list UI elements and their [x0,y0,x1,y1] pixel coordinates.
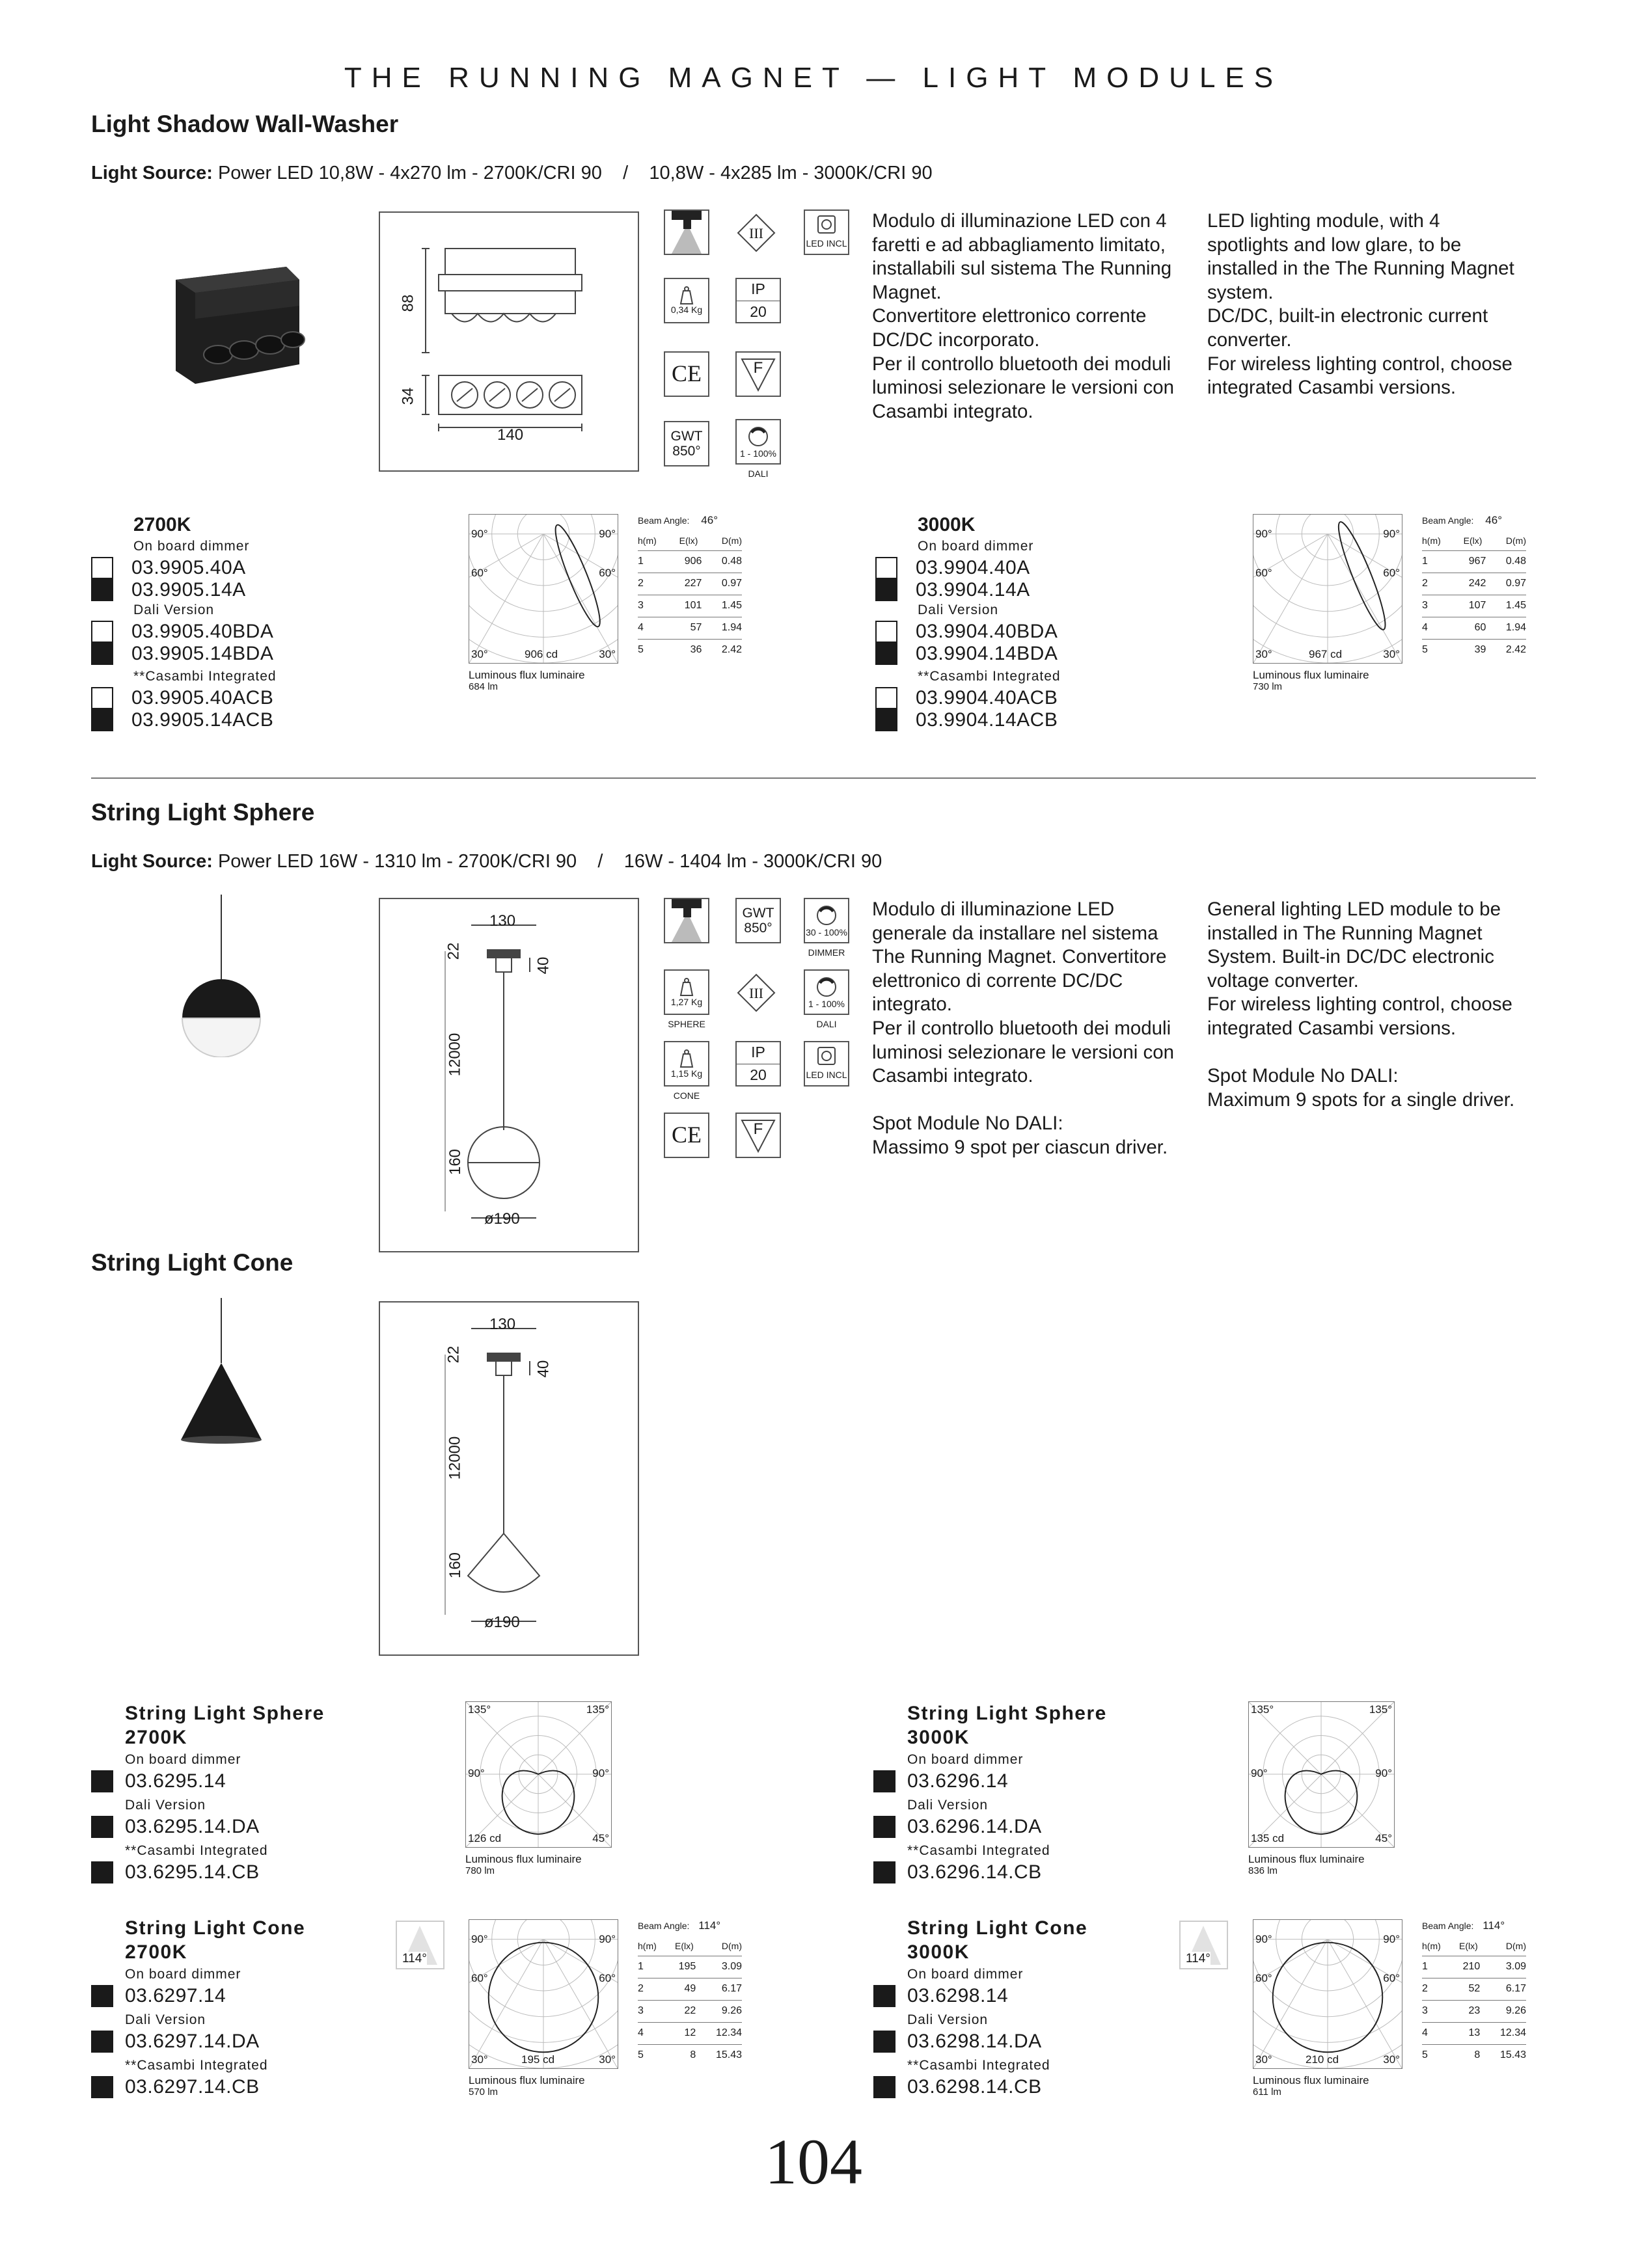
code-row: 03.6295.14.CB [91,1861,364,1883]
photometric-table-2700k [638,514,742,661]
polar-grid [466,1702,611,1847]
f-mark-icon: F [735,1113,781,1158]
dim-top: 22 [444,942,463,960]
polar-grid [469,515,618,663]
beam-angle-label: Beam Angle: [638,515,690,526]
flux-label: Luminous flux luminaire [1248,1853,1365,1865]
color-swatch-black [91,1985,113,2007]
color-swatch-white [875,687,897,709]
dim-cable: 12000 [446,1436,464,1480]
f-mark-icon: F [735,351,781,397]
variant-cone-3000k [873,1916,1147,2098]
ip-rating-icon: IP 20 [735,1041,781,1087]
group-label: **Casambi Integrated [907,2058,1050,2073]
group-label: Dali Version [907,2012,989,2027]
photometric-diagram-cone-3000k: 90° 90° 60° 60° 30° 210 cd 30° [1253,1919,1402,2069]
group-label: On board dimmer [133,539,250,554]
color-swatch-black [91,1770,113,1792]
section-divider [91,777,1536,779]
table-row: 5 36 2.42 [638,644,742,656]
flux-value: 570 lm [469,2086,499,2098]
group-label: **Casambi Integrated [133,669,277,684]
dim-width: 140 [497,426,524,444]
code-row: 03.6297.14 [91,1985,364,2007]
polar-grid [1253,1920,1402,2068]
cone-title: String Light Cone [91,1249,294,1276]
class3-icon: III [737,973,776,1012]
washer-variant-3000k [875,514,1149,731]
table-row: 3 22 9.26 [638,2000,742,2022]
dim-diameter: ø190 [484,1210,520,1228]
table-row: 4 57 1.94 [638,617,742,639]
group-label: **Casambi Integrated [125,1843,268,1858]
dimmer-icon: 30 - 100% DIMMER [804,898,849,963]
dim-width: 130 [489,1316,516,1333]
table-row: 2 242 0.97 [1422,573,1526,595]
table-row: 1 210 3.09 [1422,1956,1526,1978]
color-swatch-black [875,643,897,665]
beam-table: h(m) E(lx) D(m) 1 967 0.48 2 242 0.97 3 107 1.45 4 60 1.94 5 39 2.42 [1422,531,1526,661]
ce-icon: CE [664,1113,709,1158]
table-row: 1 967 0.48 [1422,550,1526,573]
flux-label: Luminous flux luminaire [465,1853,582,1865]
code-row: 03.9904.14A [875,579,1149,601]
table-row: 3 101 1.45 [638,595,742,617]
flux-value: 684 lm [469,681,499,692]
beam-angle-value: 46° [1485,514,1502,526]
variant-cone-2700k [91,1916,364,2098]
beam-table: h(m) E(lx) D(m) 1 906 0.48 2 227 0.97 3 101 1.45 4 57 1.94 5 36 2.42 [638,531,742,661]
washer-icons [664,209,859,496]
table-row: 2 52 6.17 [1422,1978,1526,2000]
color-swatch-black [875,709,897,731]
washer-technical-drawing [379,211,639,472]
beam-angle-icon: 114° [1179,1921,1228,1969]
table-row: 3 23 9.26 [1422,2000,1526,2022]
table-row: 2 49 6.17 [638,1978,742,2000]
dim-depth: 34 [399,387,417,405]
flux-value: 611 lm [1253,2086,1281,2098]
group-label: Dali Version [125,1798,206,1813]
photometric-table-3000k [1422,514,1526,661]
weight-cone-icon: 1,15 Kg CONE [664,1041,709,1106]
dim-cap: 40 [534,1360,553,1378]
flux-label: Luminous flux luminaire [469,669,585,681]
code-row: 03.6295.14 [91,1770,364,1792]
dim-height: 160 [446,1552,465,1579]
photometric-table-cone-2700k [638,1919,742,2066]
code-row: 03.9905.40BDA [91,621,364,643]
dim-width: 130 [489,912,516,930]
dim-cable: 12000 [446,1033,464,1077]
light-source-label: Light Source: [91,163,213,183]
beam-angle-label: Beam Angle: [1422,515,1474,526]
photometric-diagram-sphere-2700k: 135° 135° 90° 90° 126 cd 45° [465,1701,612,1848]
ip-rating-icon: IP 20 [735,278,781,323]
group-label: **Casambi Integrated [125,2058,268,2073]
group-label: **Casambi Integrated [918,669,1061,684]
table-row: 4 60 1.94 [1422,617,1526,639]
code-row: 03.6297.14.CB [91,2076,364,2098]
washer-product-image [169,267,325,397]
table-row: 2 227 0.97 [638,573,742,595]
code-row: 03.9905.14ACB [91,709,364,731]
beam-angle-value: 114° [1483,1919,1505,1932]
group-label: On board dimmer [918,539,1034,554]
track-pendant-icon [664,898,709,943]
photometric-diagram-cone-2700k: 90° 90° 60° 60° 30° 195 cd 30° [469,1919,618,2069]
group-label: Dali Version [907,1798,989,1813]
color-swatch-black [873,1985,896,2007]
track-spot-icon [664,209,709,255]
sphere-product-image [176,895,267,1057]
code-row: 03.6298.14.CB [873,2076,1147,2098]
variant-title: String Light Sphere 3000K [907,1703,1107,1748]
group-label: On board dimmer [125,1967,241,1982]
polar-grid [1249,1702,1394,1847]
flux-value: 780 lm [465,1865,495,1876]
color-swatch-black [91,643,113,665]
light-source-value: Power LED 10,8W - 4x270 lm - 2700K/CRI 90 / 10,8W - 4x285 lm - 3000K/CRI 90 [212,163,933,183]
table-row: 5 8 15.43 [1422,2049,1526,2061]
color-swatch-white [91,687,113,709]
dim-height: 160 [446,1148,465,1176]
washer-light-source [91,163,933,184]
table-row: 4 13 12.34 [1422,2022,1526,2044]
dim-top: 22 [444,1345,463,1364]
variant-sphere-2700k [91,1701,364,1883]
group-label: Dali Version [133,602,215,617]
color-swatch-black [91,2076,113,2098]
variant-title: String Light Sphere 2700K [125,1703,325,1748]
color-swatch-black [91,709,113,731]
color-swatch-white [91,557,113,579]
group-label: On board dimmer [907,1752,1024,1767]
polar-grid [469,1920,618,2068]
variant-sphere-3000k [873,1701,1147,1883]
flux-value: 836 lm [1248,1865,1278,1876]
washer-title: Light Shadow Wall-Washer [91,111,399,137]
flux-label: Luminous flux luminaire [1253,669,1369,681]
photometric-table-cone-3000k [1422,1919,1526,2066]
light-source-label: Light Source: [91,851,213,872]
gwt-icon: GWT 850° [735,898,781,943]
photometric-diagram-3000k: 90° 90° 60° 60° 30° 967 cd 30° [1253,514,1402,664]
sphere-title: String Light Sphere [91,799,315,826]
sphere-technical-drawing [379,898,639,1252]
beam-angle-label: Beam Angle: [1422,1921,1474,1931]
beam-angle-value: 114° [698,1919,721,1932]
gwt-icon: GWT 850° [664,421,709,466]
color-swatch-black [873,2076,896,2098]
flux-value: 730 lm [1253,681,1283,692]
code-row: 03.9905.14A [91,579,364,601]
variant-temp: 3000K [918,514,976,535]
code-row: 03.9904.40ACB [875,687,1149,709]
photometric-diagram-sphere-3000k: 135° 135° 90° 90° 135 cd 45° [1248,1701,1395,1848]
group-label: Dali Version [918,602,999,617]
group-label: On board dimmer [907,1967,1024,1982]
code-row: 03.6298.14.DA [873,2031,1147,2053]
beam-angle-value: 46° [701,514,718,526]
page-number: 104 [765,2126,862,2198]
dim-height: 88 [399,294,417,312]
color-swatch-black [91,579,113,601]
beam-angle-icon: 114° [396,1921,444,1969]
color-swatch-white [875,621,897,643]
code-row: 03.6295.14.DA [91,1816,364,1838]
cone-product-image [176,1298,267,1448]
code-row: 03.9905.40A [91,557,364,579]
color-swatch-black [91,2031,113,2053]
sphere-description-it: Modulo di illuminazione LED generale da installare nel sistema The Running Magnet. Convertitore elettronico di corrente DC/DC integrato. Per il controllo bluetooth dei moduli luminosi selezionare le versioni con Casambi integrato. Spot Module No DALI: Massimo 9 spot per ciascun driver. [872,898,1175,1158]
group-label: On board dimmer [125,1752,241,1767]
code-row: 03.6296.14.DA [873,1816,1147,1838]
polar-grid [1253,515,1402,663]
flux-label: Luminous flux luminaire [469,2074,585,2086]
code-row: 03.9904.14ACB [875,709,1149,731]
washer-description-en: LED lighting module, with 4 spotlights and low glare, to be installed in the The Running Magnet system. DC/DC, built-in electronic current converter. For wireless lighting control, choose integrated Casambi versions. [1207,210,1514,399]
washer-description-it: Modulo di illuminazione LED con 4 faretti e ad abbagliamento limitato, installabili sul sistema The Running Magnet. Convertitore elettronico corrente DC/DC incorporato. Per il controllo bluetooth dei moduli luminosi selezionare le versioni con Casambi integrato. [872,210,1175,422]
page-title: THE RUNNING MAGNET — LIGHT MODULES [344,62,1283,94]
color-swatch-black [875,579,897,601]
color-swatch-black [873,1861,896,1883]
table-row: 3 107 1.45 [1422,595,1526,617]
photometric-diagram-2700k: 90° 90° 60° 60° 30° 906 cd 30° [469,514,618,664]
table-row: 5 8 15.43 [638,2049,742,2061]
cone-technical-drawing [379,1301,639,1656]
dali-icon: 1 - 100% DALI [804,969,849,1034]
sphere-icons [664,898,859,1171]
table-row: 1 906 0.48 [638,550,742,573]
table-row: 5 39 2.42 [1422,644,1526,656]
color-swatch-white [91,621,113,643]
dali-icon: 1 - 100% DALI [735,419,781,484]
code-row: 03.9904.40A [875,557,1149,579]
color-swatch-black [91,1861,113,1883]
color-swatch-black [873,1770,896,1792]
led-incl-icon: LED INCL [804,209,849,255]
sphere-description-en: General lighting LED module to be installed in The Running Magnet System. Built-in DC/DC electronic voltage converter. For wireless lighting control, choose integrated Casambi versions. Spot Module No DALI: Maximum 9 spots for a single driver. [1207,898,1515,1111]
color-swatch-black [91,1816,113,1838]
weight-sphere-icon: 1,27 Kg SPHERE [664,969,709,1034]
color-swatch-black [873,2031,896,2053]
weight-icon: 0,34 Kg [664,278,709,323]
flux-label: Luminous flux luminaire [1253,2074,1369,2086]
group-label: Dali Version [125,2012,206,2027]
code-row: 03.9904.40BDA [875,621,1149,643]
washer-variant-2700k [91,514,364,731]
variant-title: String Light Cone 2700K [125,1917,306,1963]
led-incl-icon: LED INCL [804,1041,849,1087]
beam-angle-label: Beam Angle: [638,1921,690,1931]
table-row: 4 12 12.34 [638,2022,742,2044]
variant-title: String Light Cone 3000K [907,1917,1088,1963]
variant-temp: 2700K [133,514,191,535]
color-swatch-black [873,1816,896,1838]
dim-cap: 40 [534,956,553,975]
ce-icon: CE [664,351,709,397]
beam-table: h(m) E(lx) D(m) 1 210 3.09 2 52 6.17 3 23 9.26 4 13 12.34 5 8 15.43 [1422,1936,1526,2066]
code-row: 03.6296.14 [873,1770,1147,1792]
code-row: 03.9904.14BDA [875,643,1149,665]
dim-diameter: ø190 [484,1613,520,1631]
beam-table: h(m) E(lx) D(m) 1 195 3.09 2 49 6.17 3 22 9.26 4 12 12.34 5 8 15.43 [638,1936,742,2066]
code-row: 03.6297.14.DA [91,2031,364,2053]
table-row: 1 195 3.09 [638,1956,742,1978]
code-row: 03.6298.14 [873,1985,1147,2007]
class3-icon: III [737,213,776,252]
group-label: **Casambi Integrated [907,1843,1050,1858]
light-source-value: Power LED 16W - 1310 lm - 2700K/CRI 90 / 16W - 1404 lm - 3000K/CRI 90 [212,851,882,872]
code-row: 03.9905.14BDA [91,643,364,665]
code-row: 03.6296.14.CB [873,1861,1147,1883]
color-swatch-white [875,557,897,579]
code-row: 03.9905.40ACB [91,687,364,709]
sphere-light-source [91,851,882,872]
